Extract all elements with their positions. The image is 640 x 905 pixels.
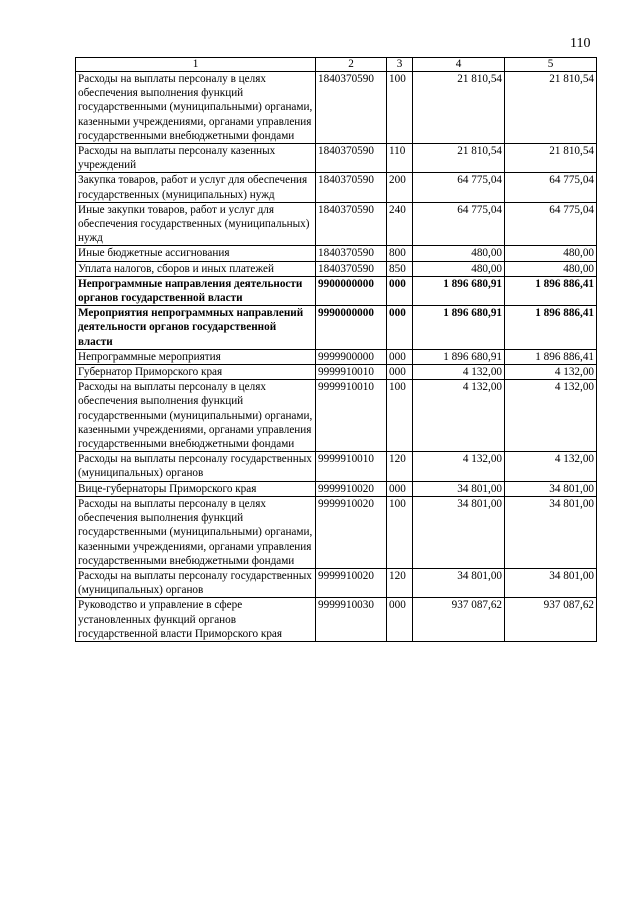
- row-code: 9999910020: [316, 568, 387, 597]
- row-value-col5: 1 896 886,41: [505, 276, 597, 305]
- row-name: Губернатор Приморского края: [76, 365, 316, 380]
- row-type: 120: [387, 568, 413, 597]
- row-code: 1840370590: [316, 202, 387, 246]
- row-code: 1840370590: [316, 72, 387, 144]
- row-code: 1840370590: [316, 261, 387, 276]
- header-col-2: 2: [316, 58, 387, 72]
- row-value-col4: 34 801,00: [413, 496, 505, 568]
- header-col-4: 4: [413, 58, 505, 72]
- row-code: 9999910030: [316, 598, 387, 642]
- budget-table: [75, 57, 597, 642]
- row-type: 000: [387, 481, 413, 496]
- table-row: [76, 246, 597, 261]
- header-col-3: 3: [387, 58, 413, 72]
- row-name: Иные закупки товаров, работ и услуг для обеспечения государственных (муниципальных) нужд: [76, 202, 316, 246]
- row-value-col5: 34 801,00: [505, 496, 597, 568]
- row-type: 000: [387, 349, 413, 364]
- row-name: Уплата налогов, сборов и иных платежей: [76, 261, 316, 276]
- table-row: [76, 72, 597, 144]
- row-type: 000: [387, 306, 413, 350]
- row-name: Непрограммные мероприятия: [76, 349, 316, 364]
- table-row: [76, 452, 597, 481]
- row-value-col5: 34 801,00: [505, 481, 597, 496]
- row-value-col4: 21 810,54: [413, 144, 505, 173]
- table-row: [76, 365, 597, 380]
- table-row: [76, 349, 597, 364]
- row-value-col5: 480,00: [505, 246, 597, 261]
- row-type: 110: [387, 144, 413, 173]
- row-value-col4: 34 801,00: [413, 568, 505, 597]
- table-header: [76, 58, 597, 72]
- header-col-5: 5: [505, 58, 597, 72]
- table-row: [76, 173, 597, 202]
- row-type: 240: [387, 202, 413, 246]
- row-value-col4: 1 896 680,91: [413, 349, 505, 364]
- row-value-col4: 4 132,00: [413, 452, 505, 481]
- row-code: 9900000000: [316, 276, 387, 305]
- row-value-col5: 21 810,54: [505, 72, 597, 144]
- row-type: 000: [387, 365, 413, 380]
- row-name: Непрограммные направления деятельности органов государственной власти: [76, 276, 316, 305]
- table-row: [76, 306, 597, 350]
- row-value-col5: 1 896 886,41: [505, 306, 597, 350]
- row-code: 9999910020: [316, 481, 387, 496]
- table-row: [76, 496, 597, 568]
- row-value-col5: 4 132,00: [505, 452, 597, 481]
- header-row: [76, 58, 597, 72]
- row-value-col5: 64 775,04: [505, 202, 597, 246]
- row-value-col4: 4 132,00: [413, 365, 505, 380]
- row-name: Иные бюджетные ассигнования: [76, 246, 316, 261]
- row-type: 000: [387, 276, 413, 305]
- row-value-col5: 4 132,00: [505, 380, 597, 452]
- row-value-col5: 480,00: [505, 261, 597, 276]
- table-row: [76, 144, 597, 173]
- row-code: 9999910020: [316, 496, 387, 568]
- row-value-col5: 937 087,62: [505, 598, 597, 642]
- row-value-col4: 1 896 680,91: [413, 276, 505, 305]
- row-type: 200: [387, 173, 413, 202]
- row-name: Расходы на выплаты персоналу казенных учреждений: [76, 144, 316, 173]
- row-name: Руководство и управление в сфере установленных функций органов государственной власти Приморского края: [76, 598, 316, 642]
- row-type: 100: [387, 380, 413, 452]
- row-type: 100: [387, 496, 413, 568]
- row-code: 9999910010: [316, 380, 387, 452]
- row-code: 9999900000: [316, 349, 387, 364]
- row-name: Расходы на выплаты персоналу в целях обеспечения выполнения функций государственными (муниципальными) органами, казенными учреждениями, органами управления государственными внебюджетными фондами: [76, 380, 316, 452]
- row-code: 1840370590: [316, 144, 387, 173]
- table-row: [76, 598, 597, 642]
- table-row: [76, 568, 597, 597]
- row-name: Расходы на выплаты персоналу государственных (муниципальных) органов: [76, 568, 316, 597]
- row-name: Мероприятия непрограммных направлений деятельности органов государственной власти: [76, 306, 316, 350]
- row-code: 1840370590: [316, 173, 387, 202]
- table-row: [76, 202, 597, 246]
- table-row: [76, 276, 597, 305]
- header-col-1: 1: [76, 58, 316, 72]
- table-body: [76, 72, 597, 642]
- row-code: 9999910010: [316, 452, 387, 481]
- row-value-col4: 1 896 680,91: [413, 306, 505, 350]
- row-value-col4: 34 801,00: [413, 481, 505, 496]
- row-name: Закупка товаров, работ и услуг для обеспечения государственных (муниципальных) нужд: [76, 173, 316, 202]
- row-value-col4: 21 810,54: [413, 72, 505, 144]
- row-value-col5: 1 896 886,41: [505, 349, 597, 364]
- row-value-col4: 64 775,04: [413, 173, 505, 202]
- table-row: [76, 261, 597, 276]
- row-value-col4: 4 132,00: [413, 380, 505, 452]
- table-row: [76, 481, 597, 496]
- row-name: Расходы на выплаты персоналу в целях обеспечения выполнения функций государственными (муниципальными) органами, казенными учреждениями, органами управления государственными внебюджетными фондами: [76, 496, 316, 568]
- row-value-col4: 937 087,62: [413, 598, 505, 642]
- row-value-col4: 480,00: [413, 246, 505, 261]
- row-name: Расходы на выплаты персоналу в целях обеспечения выполнения функций государственными (муниципальными) органами, казенными учреждениями, органами управления государственными внебюджетными фондами: [76, 72, 316, 144]
- row-code: 9999910010: [316, 365, 387, 380]
- row-type: 120: [387, 452, 413, 481]
- row-type: 100: [387, 72, 413, 144]
- row-type: 000: [387, 598, 413, 642]
- row-value-col4: 64 775,04: [413, 202, 505, 246]
- table-row: [76, 380, 597, 452]
- row-code: 1840370590: [316, 246, 387, 261]
- row-type: 800: [387, 246, 413, 261]
- row-name: Расходы на выплаты персоналу государственных (муниципальных) органов: [76, 452, 316, 481]
- page-number: 110: [570, 36, 591, 51]
- row-value-col4: 480,00: [413, 261, 505, 276]
- row-value-col5: 4 132,00: [505, 365, 597, 380]
- row-name: Вице-губернаторы Приморского края: [76, 481, 316, 496]
- row-code: 9990000000: [316, 306, 387, 350]
- row-value-col5: 21 810,54: [505, 144, 597, 173]
- row-type: 850: [387, 261, 413, 276]
- row-value-col5: 34 801,00: [505, 568, 597, 597]
- row-value-col5: 64 775,04: [505, 173, 597, 202]
